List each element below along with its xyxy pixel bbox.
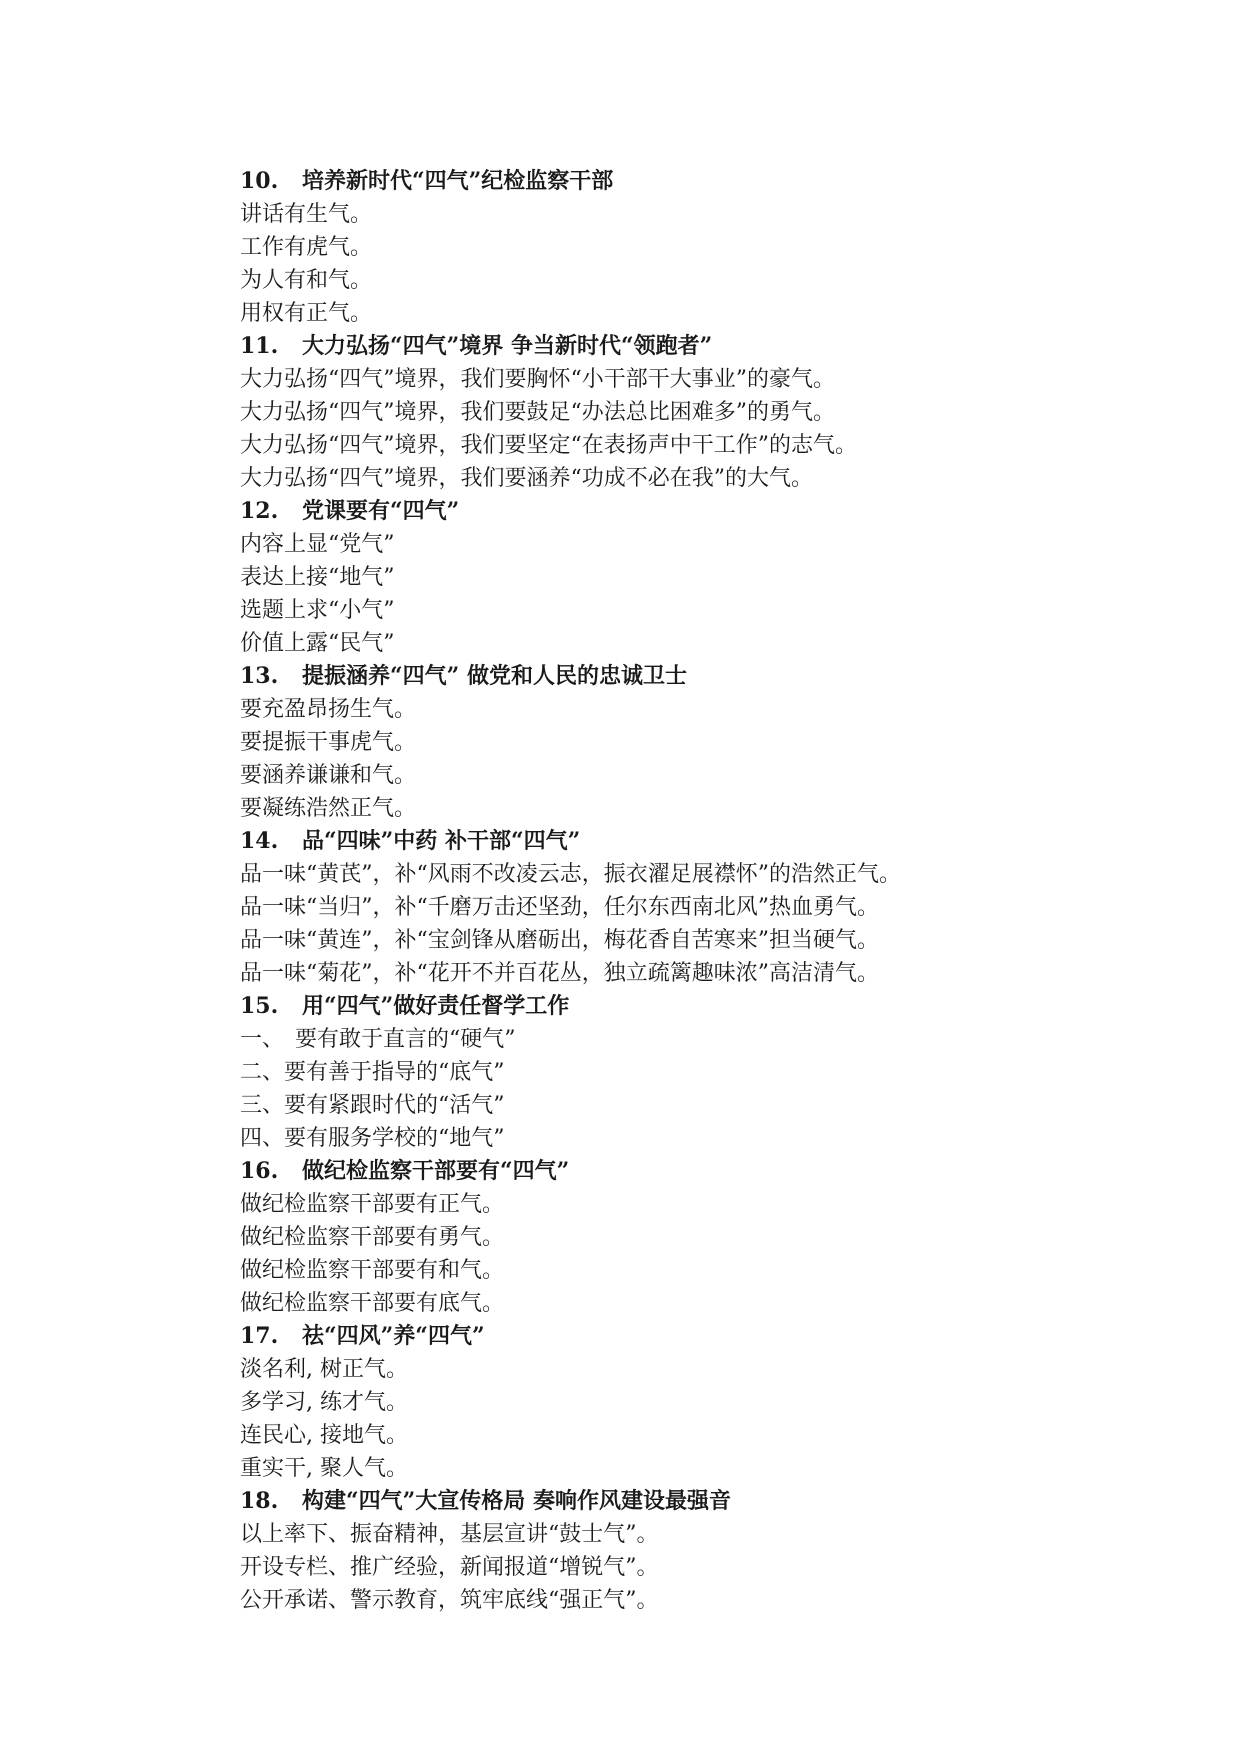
- body-line: 三、要有紧跟时代的“活气”: [240, 1093, 505, 1118]
- body-line: 选题上求“小气”: [240, 598, 395, 623]
- section-heading: [240, 660, 1200, 693]
- section-12: [240, 495, 1200, 660]
- body-line: 一、 要有敢于直言的“硬气”: [240, 1027, 516, 1052]
- body-line: 为人有和气。: [240, 268, 373, 293]
- section-heading: [240, 165, 1200, 198]
- body-line: 淡名利, 树正气。: [240, 1357, 408, 1382]
- body-line: 重实干, 聚人气。: [240, 1456, 408, 1481]
- body-line: 品一味“黄芪”，补“风雨不改凌云志，振衣濯足展襟怀”的浩然正气。: [240, 862, 901, 887]
- body-line: 要充盈昂扬生气。: [240, 697, 417, 722]
- section-title: 品“四味”中药 补干部“四气”: [302, 828, 581, 854]
- section-number: 18.: [240, 1488, 279, 1514]
- section-title: 祛“四风”养“四气”: [302, 1323, 485, 1349]
- section-number: 13.: [240, 663, 279, 689]
- section-title: 提振涵养“四气” 做党和人民的忠诚卫士: [302, 663, 687, 689]
- section-heading: [240, 1155, 1200, 1188]
- body-line: 开设专栏、推广经验，新闻报道“增锐气”。: [240, 1555, 659, 1580]
- section-heading: [240, 1320, 1200, 1353]
- section-10: [240, 165, 1200, 330]
- section-18: [240, 1485, 1200, 1617]
- body-line: 表达上接“地气”: [240, 565, 395, 590]
- body-line: 做纪检监察干部要有和气。: [240, 1258, 505, 1283]
- body-line: 内容上显“党气”: [240, 532, 395, 557]
- body-line: 要提振干事虎气。: [240, 730, 417, 755]
- section-number: 10.: [240, 168, 279, 194]
- section-14: [240, 825, 1200, 990]
- body-line: 二、要有善于指导的“底气”: [240, 1060, 505, 1085]
- section-title: 做纪检监察干部要有“四气”: [302, 1158, 570, 1184]
- section-number: 16.: [240, 1158, 279, 1184]
- body-line: 连民心, 接地气。: [240, 1423, 408, 1448]
- section-16: [240, 1155, 1200, 1320]
- section-13: [240, 660, 1200, 825]
- section-number: 11.: [240, 333, 279, 359]
- body-line: 四、要有服务学校的“地气”: [240, 1126, 505, 1151]
- body-line: 用权有正气。: [240, 301, 373, 326]
- section-title: 党课要有“四气”: [302, 498, 460, 524]
- section-number: 17.: [240, 1323, 279, 1349]
- body-line: 公开承诺、警示教育，筑牢底线“强正气”。: [240, 1588, 659, 1613]
- body-line: 做纪检监察干部要有勇气。: [240, 1225, 505, 1250]
- section-heading: [240, 330, 1200, 363]
- section-title: 培养新时代“四气”纪检监察干部: [302, 168, 614, 194]
- body-line: 大力弘扬“四气”境界，我们要胸怀“小干部干大事业”的豪气。: [240, 367, 835, 392]
- body-line: 讲话有生气。: [240, 202, 373, 227]
- section-17: [240, 1320, 1200, 1485]
- body-line: 要凝练浩然正气。: [240, 796, 417, 821]
- section-title: 用“四气”做好责任督学工作: [302, 993, 570, 1019]
- section-heading: [240, 495, 1200, 528]
- section-heading: [240, 825, 1200, 858]
- body-line: 做纪检监察干部要有正气。: [240, 1192, 505, 1217]
- body-line: 大力弘扬“四气”境界，我们要涵养“功成不必在我”的大气。: [240, 466, 813, 491]
- body-line: 做纪检监察干部要有底气。: [240, 1291, 505, 1316]
- body-line: 品一味“黄连”，补“宝剑锋从磨砺出，梅花香自苦寒来”担当硬气。: [240, 928, 879, 953]
- body-line: 工作有虎气。: [240, 235, 373, 260]
- body-line: 大力弘扬“四气”境界，我们要坚定“在表扬声中干工作”的志气。: [240, 433, 857, 458]
- section-number: 12.: [240, 498, 279, 524]
- body-line: 以上率下、振奋精神，基层宣讲“鼓士气”。: [240, 1522, 659, 1547]
- section-11: [240, 330, 1200, 495]
- section-number: 15.: [240, 993, 279, 1019]
- section-number: 14.: [240, 828, 279, 854]
- body-line: 品一味“菊花”，补“花开不并百花丛，独立疏篱趣味浓”高洁清气。: [240, 961, 879, 986]
- section-heading: [240, 1485, 1200, 1518]
- section-heading: [240, 990, 1200, 1023]
- body-line: 大力弘扬“四气”境界，我们要鼓足“办法总比困难多”的勇气。: [240, 400, 835, 425]
- document-page: [240, 165, 1200, 1617]
- body-line: 多学习, 练才气。: [240, 1390, 408, 1415]
- body-line: 要涵养谦谦和气。: [240, 763, 417, 788]
- body-line: 价值上露“民气”: [240, 631, 395, 656]
- body-line: 品一味“当归”，补“千磨万击还坚劲，任尔东西南北风”热血勇气。: [240, 895, 879, 920]
- section-15: [240, 990, 1200, 1155]
- section-title: 大力弘扬“四气”境界 争当新时代“领跑者”: [302, 333, 713, 359]
- section-title: 构建“四气”大宣传格局 奏响作风建设最强音: [302, 1488, 731, 1514]
